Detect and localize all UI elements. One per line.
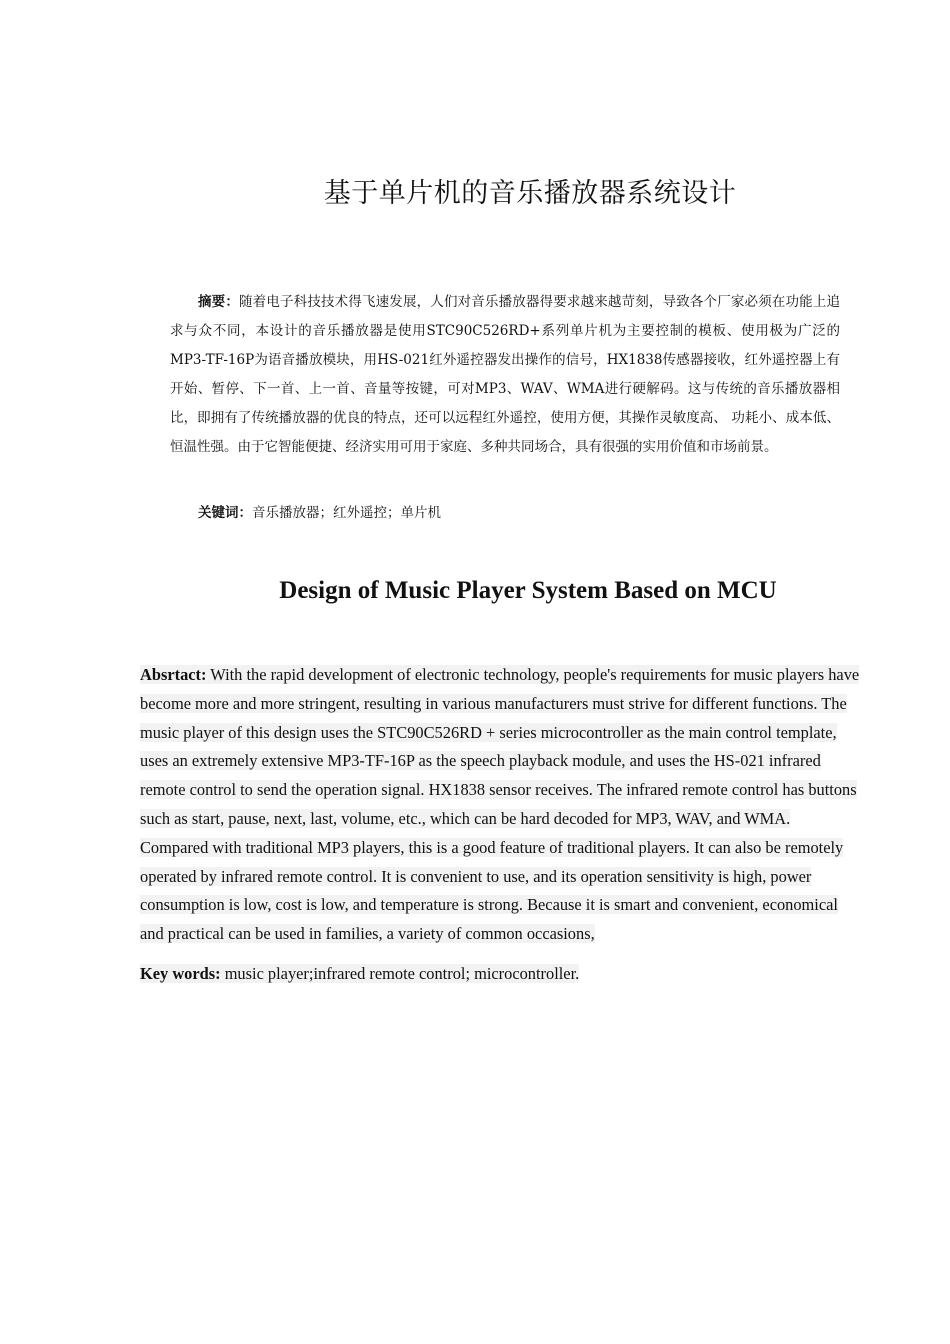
english-keywords-text: music player;infrared remote control; microcontroller. [224,964,580,983]
chinese-keywords-text: 音乐播放器；红外遥控；单片机 [252,505,441,521]
english-keywords-label: Key words: [140,964,221,983]
chinese-abstract [170,288,840,462]
chinese-title: 基于单片机的音乐播放器系统设计 [323,178,737,209]
english-abstract-label: Absrtact: [140,665,207,684]
english-abstract-text: With the rapid development of electronic technology, people's requirements for music players have become more and more stringent, resulting in various manufacturers must strive for different functions. The music player of this design uses the STC90C526RD + series microcontroller as the main control template, uses an extremely extensive MP3-TF-16P as the speech playback module, and uses the HS-021 infrared remote control to send the operation signal. HX1838 sensor receives. The infrared remote control has buttons such as start, pause, next, last, volume, etc., which can be hard decoded for MP3, WAV, and WMA. Compared with traditional MP3 players, this is a good feature of traditional players. It can also be remotely operated by infrared remote control. It is convenient to use, and its operation sensitivity is high, power consumption is low, cost is low, and temperature is strong. Because it is smart and convenient, economical and practical can be used in families, a variety of common occasions, [140,665,860,944]
english-title: Design of Music Player System Based on MCU [279,577,777,604]
english-keywords [140,960,579,988]
chinese-abstract-label: 摘要： [198,294,239,310]
chinese-keywords-label: 关键词： [198,505,252,521]
chinese-abstract-text: 随着电子科技技术得飞速发展，人们对音乐播放器得要求越来越苛刻，导致各个厂家必须在功能上追求与众不同，本设计的音乐播放器是使用STC90C526RD+系列单片机为主要控制的模板、使用极为广泛的MP3-TF-16P为语音播放模块，用HS-021红外遥控器发出操作的信号，HX1838传感器接收，红外遥控器上有开始、暂停、下一首、上一首、音量等按键，可对MP3、WAV、WMA进行硬解码。这与传统的音乐播放器相比，即拥有了传统播放器的优良的特点，还可以远程红外遥控，使用方便，其操作灵敏度高、 功耗小、成本低、恒温性强。由于它智能便捷、经济实用可用于家庭、多种共同场合，具有很强的实用价值和市场前景。 [170,294,841,455]
chinese-keywords [198,499,441,528]
english-abstract [140,661,860,949]
